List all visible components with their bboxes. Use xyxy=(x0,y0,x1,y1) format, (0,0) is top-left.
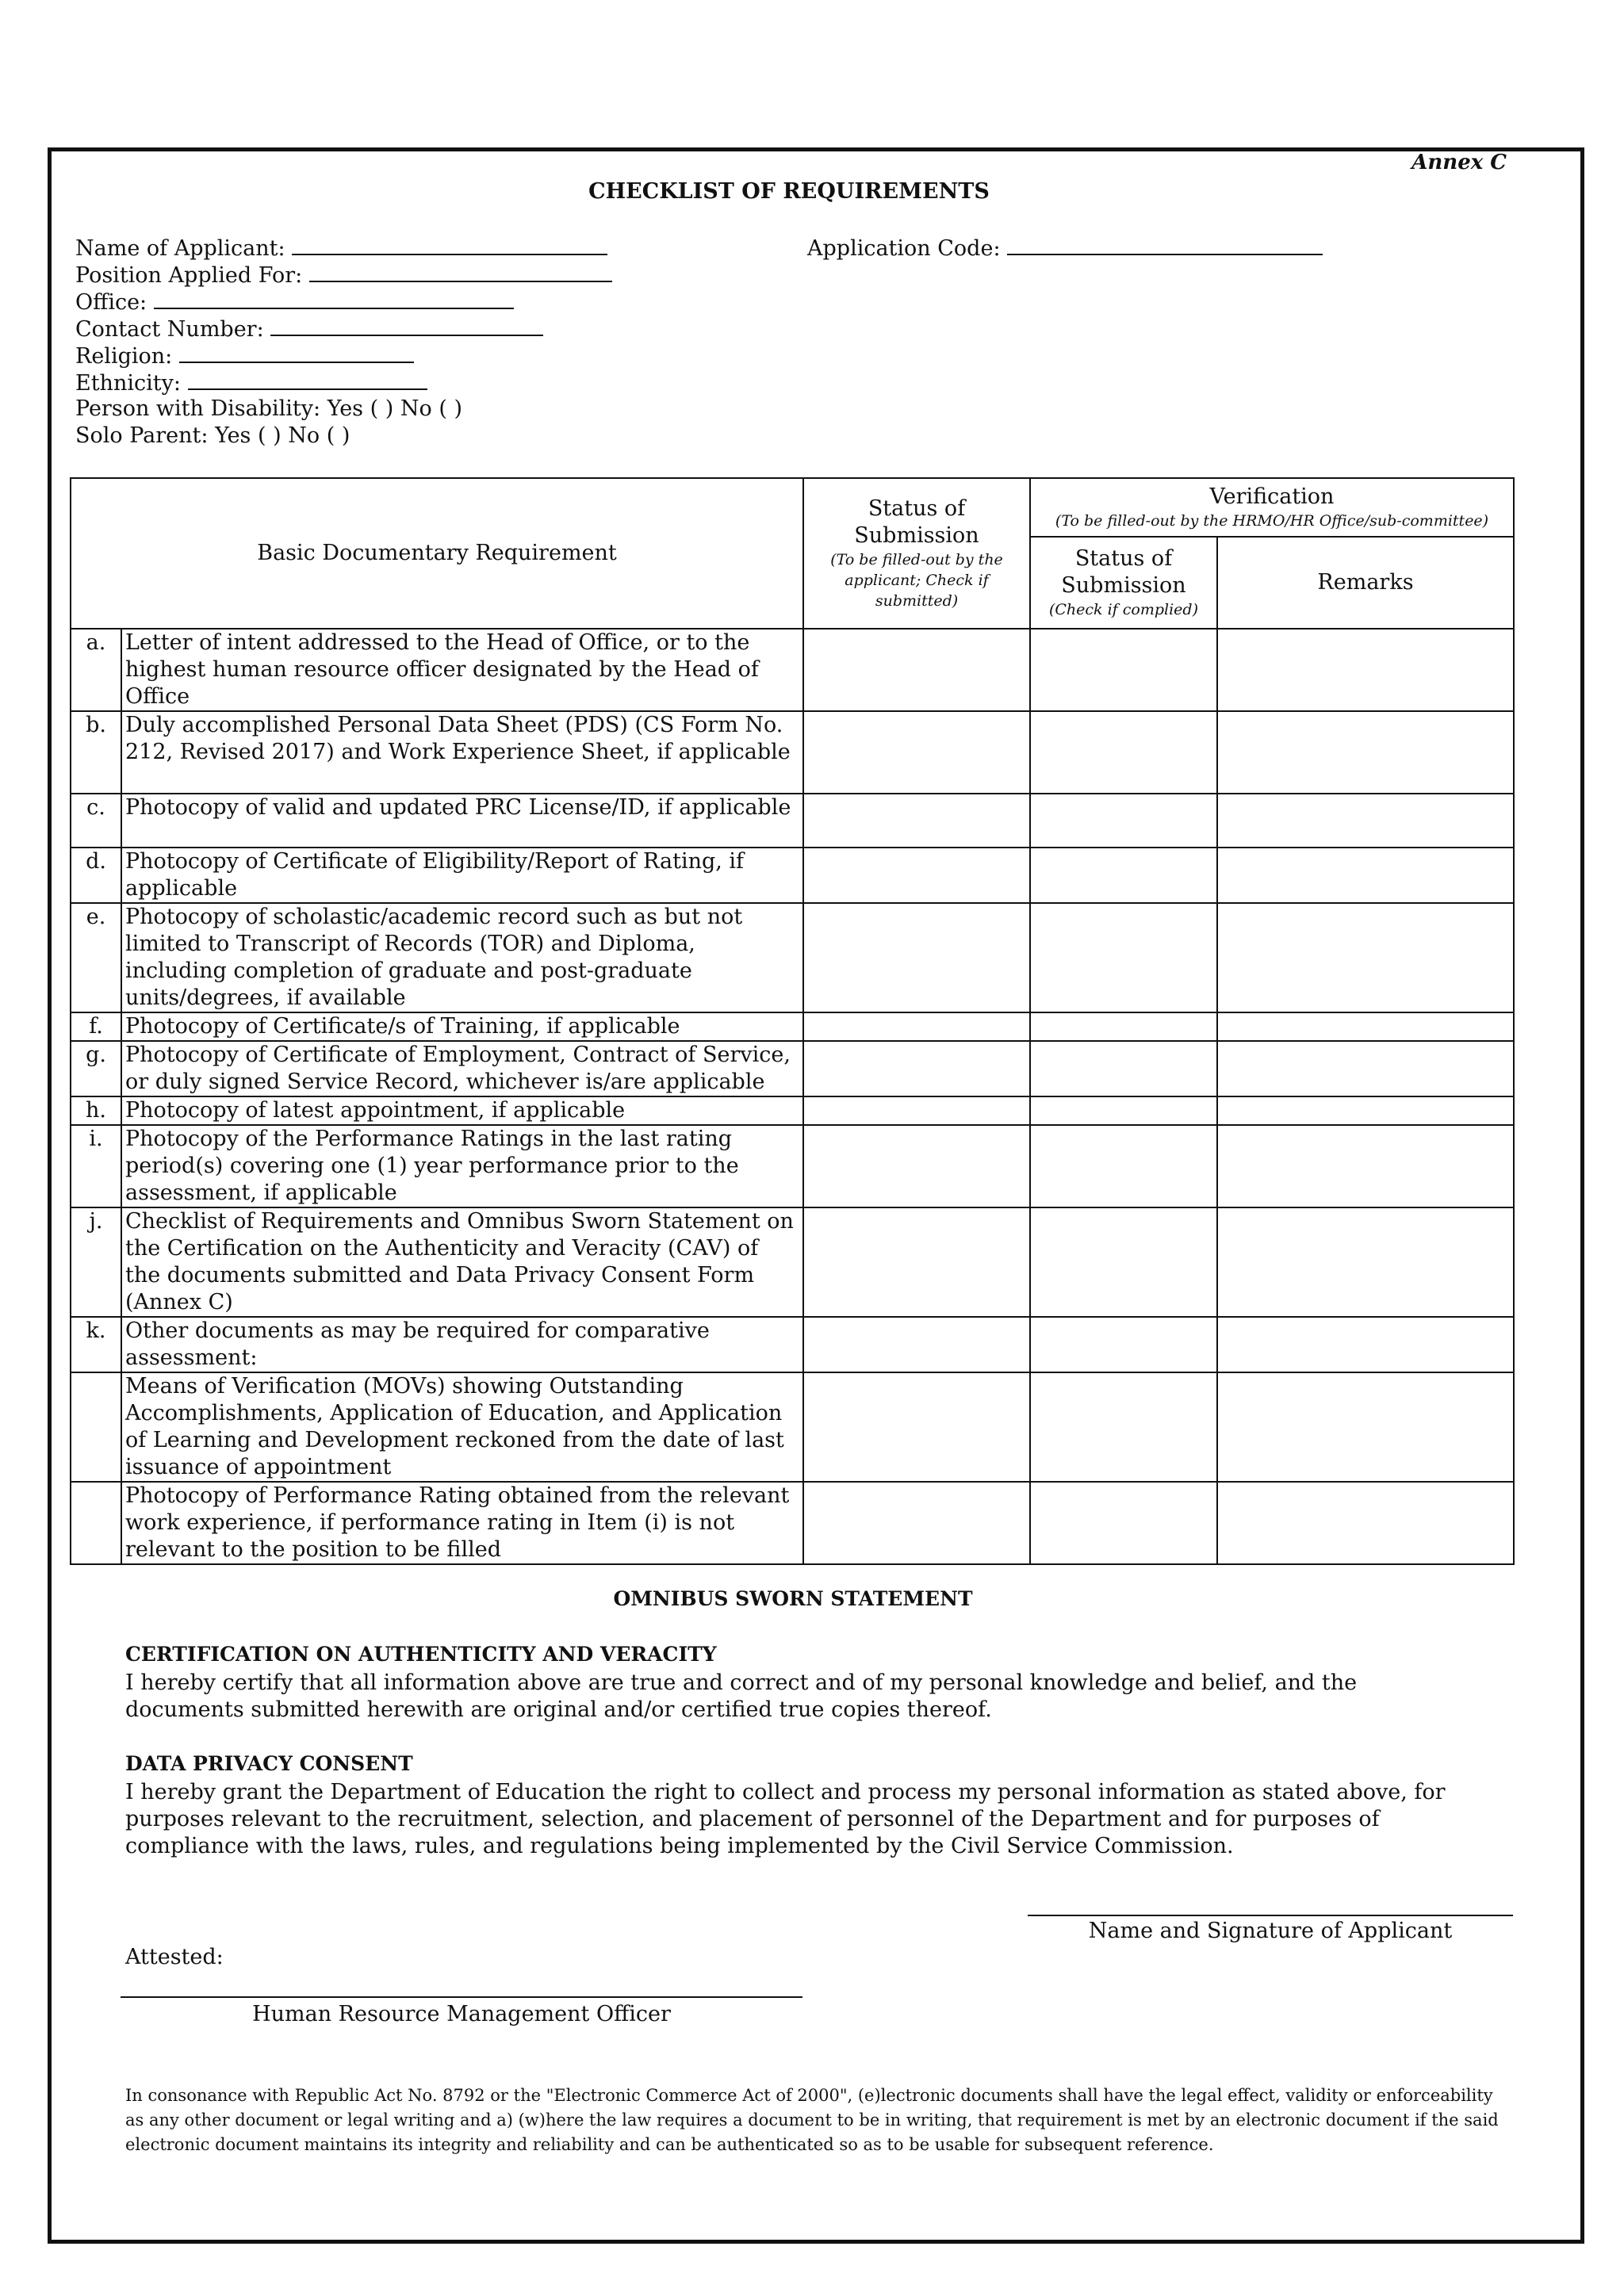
row-requirement: Photocopy of scholastic/academic record such as but not limited to Transcript of Records (TOR) and Diploma, including completion of graduate and post-graduate units/degrees, if available xyxy=(121,903,803,1012)
status-cell[interactable] xyxy=(803,629,1030,711)
applicant-signature-line[interactable] xyxy=(1028,1915,1513,1916)
verif-status-cell[interactable] xyxy=(1030,1317,1217,1372)
status-cell[interactable] xyxy=(803,1125,1030,1207)
table-row xyxy=(71,629,1514,711)
pwd-yes-option[interactable]: Yes ( ) xyxy=(327,396,394,421)
row-letter: a. xyxy=(71,629,121,711)
row-letter xyxy=(71,1482,121,1564)
row-letter: j. xyxy=(71,1207,121,1317)
name-of-applicant-label: Name of Applicant: xyxy=(75,236,285,261)
table-row xyxy=(71,848,1514,903)
remarks-cell[interactable] xyxy=(1217,1372,1514,1482)
contact-number-label: Contact Number: xyxy=(75,317,264,342)
solo-parent-label: Solo Parent: xyxy=(75,423,209,448)
requirements-table xyxy=(70,477,1515,1565)
remarks-cell[interactable] xyxy=(1217,1482,1514,1564)
verif-status-cell[interactable] xyxy=(1030,1012,1217,1041)
row-requirement: Photocopy of Certificate of Employment, Contract of Service, or duly signed Service Record, whichever is/are applicable xyxy=(121,1041,803,1096)
row-letter: c. xyxy=(71,794,121,848)
application-code-label: Application Code: xyxy=(807,236,1001,261)
position-applied-field xyxy=(75,262,612,288)
table-row xyxy=(71,1041,1514,1096)
ethnicity-input[interactable] xyxy=(188,369,427,390)
omnibus-title: OMNIBUS SWORN STATEMENT xyxy=(613,1587,973,1610)
privacy-heading: DATA PRIVACY CONSENT xyxy=(125,1752,413,1775)
table-row xyxy=(71,1125,1514,1207)
status-cell[interactable] xyxy=(803,1041,1030,1096)
header-verif-status xyxy=(1030,537,1217,629)
row-letter: h. xyxy=(71,1096,121,1125)
privacy-text: I hereby grant the Department of Education the right to collect and process my personal information as stated above, for purposes relevant to the recruitment, selection, and placement of personnel of the Department and for purposes of compliance with the laws, rules, and regulations being implemented by the Civil Service Commission. xyxy=(125,1780,1446,1858)
status-cell[interactable] xyxy=(803,903,1030,1012)
table-header-row xyxy=(71,478,1514,537)
row-requirement: Checklist of Requirements and Omnibus Sworn Statement on the Certification on the Authenticity and Veracity (CAV) of the documents submitted and Data Privacy Consent Form (Annex C) xyxy=(121,1207,803,1317)
remarks-cell[interactable] xyxy=(1217,1096,1514,1125)
verif-status-cell[interactable] xyxy=(1030,848,1217,903)
religion-input[interactable] xyxy=(179,342,414,363)
table-row xyxy=(71,1317,1514,1372)
hrmo-label: Human Resource Management Officer xyxy=(252,2002,671,2026)
header-verification-note: (To be filled-out by the HRMO/HR Office/sub-committee) xyxy=(1055,512,1489,530)
verif-status-cell[interactable] xyxy=(1030,711,1217,794)
status-cell[interactable] xyxy=(803,711,1030,794)
verif-status-cell[interactable] xyxy=(1030,1096,1217,1125)
contact-number-input[interactable] xyxy=(270,316,543,336)
office-field xyxy=(75,289,514,315)
remarks-cell[interactable] xyxy=(1217,848,1514,903)
position-applied-label: Position Applied For: xyxy=(75,263,303,288)
remarks-cell[interactable] xyxy=(1217,711,1514,794)
remarks-cell[interactable] xyxy=(1217,629,1514,711)
remarks-cell[interactable] xyxy=(1217,1207,1514,1317)
status-cell[interactable] xyxy=(803,848,1030,903)
applicant-signature-label: Name and Signature of Applicant xyxy=(1088,1919,1453,1943)
status-cell[interactable] xyxy=(803,1012,1030,1041)
header-verification xyxy=(1030,478,1514,537)
table-row xyxy=(71,794,1514,848)
verif-status-cell[interactable] xyxy=(1030,1041,1217,1096)
office-label: Office: xyxy=(75,290,147,315)
status-cell[interactable] xyxy=(803,1207,1030,1317)
table-row xyxy=(71,711,1514,794)
contact-number-field xyxy=(75,316,543,342)
status-cell[interactable] xyxy=(803,794,1030,848)
header-remarks: Remarks xyxy=(1217,537,1514,629)
row-letter: g. xyxy=(71,1041,121,1096)
row-requirement: Photocopy of Performance Rating obtained from the relevant work experience, if performance rating in Item (i) is not relevant to the position to be filled xyxy=(121,1482,803,1564)
application-code-input[interactable] xyxy=(1007,235,1323,255)
hrmo-signature-line[interactable] xyxy=(121,1996,802,1998)
pwd-label: Person with Disability: xyxy=(75,396,321,421)
annex-label: Annex C xyxy=(1411,151,1507,174)
status-cell[interactable] xyxy=(803,1096,1030,1125)
remarks-cell[interactable] xyxy=(1217,1012,1514,1041)
verif-status-cell[interactable] xyxy=(1030,1482,1217,1564)
row-letter: e. xyxy=(71,903,121,1012)
pwd-field xyxy=(75,396,462,421)
table-row xyxy=(71,1096,1514,1125)
religion-field xyxy=(75,342,414,369)
footnote: In consonance with Republic Act No. 8792 or the "Electronic Commerce Act of 2000", (e)lectronic documents shall have the legal effect, validity or enforceability as any other document or legal writing and a) (w)here the law requires a document to be in writing, that requirement is met by an electronic document if the said electronic document maintains its integrity and reliability and can be authenticated so as to be usable for subsequent reference. xyxy=(125,2086,1499,2154)
table-row xyxy=(71,1372,1514,1482)
table-row xyxy=(71,1482,1514,1564)
row-letter: k. xyxy=(71,1317,121,1372)
verif-status-cell[interactable] xyxy=(1030,629,1217,711)
application-code-field xyxy=(807,235,1323,261)
attested-label: Attested: xyxy=(125,1945,224,1969)
remarks-cell[interactable] xyxy=(1217,1125,1514,1207)
header-verif-status-label: Status of Submission xyxy=(1061,546,1186,598)
pwd-no-option[interactable]: No ( ) xyxy=(400,396,462,421)
row-requirement: Photocopy of valid and updated PRC License/ID, if applicable xyxy=(121,794,803,848)
position-applied-input[interactable] xyxy=(309,262,612,282)
status-cell[interactable] xyxy=(803,1317,1030,1372)
row-letter: f. xyxy=(71,1012,121,1041)
religion-label: Religion: xyxy=(75,344,173,369)
office-input[interactable] xyxy=(154,289,514,309)
row-letter xyxy=(71,1372,121,1482)
row-requirement: Photocopy of the Performance Ratings in the last rating period(s) covering one (1) year performance prior to the assessment, if applicable xyxy=(121,1125,803,1207)
row-requirement: Letter of intent addressed to the Head of Office, or to the highest human resource officer designated by the Head of Office xyxy=(121,629,803,711)
row-requirement: Photocopy of Certificate of Eligibility/Report of Rating, if applicable xyxy=(121,848,803,903)
remarks-cell[interactable] xyxy=(1217,794,1514,848)
header-verification-label: Verification xyxy=(1209,484,1335,509)
requirements-body xyxy=(71,629,1514,1564)
solo-parent-no-option[interactable]: No ( ) xyxy=(288,423,350,448)
status-cell[interactable] xyxy=(803,1482,1030,1564)
verif-status-cell[interactable] xyxy=(1030,1207,1217,1317)
verif-status-cell[interactable] xyxy=(1030,1372,1217,1482)
header-status-label: Status of Submission xyxy=(854,496,979,548)
remarks-cell[interactable] xyxy=(1217,903,1514,1012)
row-requirement: Duly accomplished Personal Data Sheet (PDS) (CS Form No. 212, Revised 2017) and Work Experience Sheet, if applicable xyxy=(121,711,803,794)
name-of-applicant-field xyxy=(75,235,607,261)
header-verif-status-note: (Check if complied) xyxy=(1048,601,1198,618)
row-letter: d. xyxy=(71,848,121,903)
header-requirement: Basic Documentary Requirement xyxy=(71,478,803,629)
header-status-note: (To be filled-out by the applicant; Check if submitted) xyxy=(830,551,1003,610)
remarks-cell[interactable] xyxy=(1217,1041,1514,1096)
row-requirement: Means of Verification (MOVs) showing Outstanding Accomplishments, Application of Education, and Application of Learning and Development reckoned from the date of last issuance of appointment xyxy=(121,1372,803,1482)
verif-status-cell[interactable] xyxy=(1030,794,1217,848)
header-status xyxy=(803,478,1030,629)
ethnicity-field xyxy=(75,369,427,396)
row-requirement: Photocopy of latest appointment, if applicable xyxy=(121,1096,803,1125)
table-row xyxy=(71,1207,1514,1317)
cav-text: I hereby certify that all information above are true and correct and of my personal knowledge and belief, and the documents submitted herewith are original and/or certified true copies thereof. xyxy=(125,1670,1358,1722)
ethnicity-label: Ethnicity: xyxy=(75,371,181,396)
remarks-cell[interactable] xyxy=(1217,1317,1514,1372)
verif-status-cell[interactable] xyxy=(1030,903,1217,1012)
name-of-applicant-input[interactable] xyxy=(292,235,607,255)
table-row xyxy=(71,903,1514,1012)
row-letter: i. xyxy=(71,1125,121,1207)
row-letter: b. xyxy=(71,711,121,794)
cav-heading: CERTIFICATION ON AUTHENTICITY AND VERACITY xyxy=(125,1643,717,1666)
page-title: CHECKLIST OF REQUIREMENTS xyxy=(588,179,990,204)
row-requirement: Other documents as may be required for comparative assessment: xyxy=(121,1317,803,1372)
row-requirement: Photocopy of Certificate/s of Training, if applicable xyxy=(121,1012,803,1041)
status-cell[interactable] xyxy=(803,1372,1030,1482)
solo-parent-yes-option[interactable]: Yes ( ) xyxy=(215,423,282,448)
table-row xyxy=(71,1012,1514,1041)
solo-parent-field xyxy=(75,423,350,448)
verif-status-cell[interactable] xyxy=(1030,1125,1217,1207)
